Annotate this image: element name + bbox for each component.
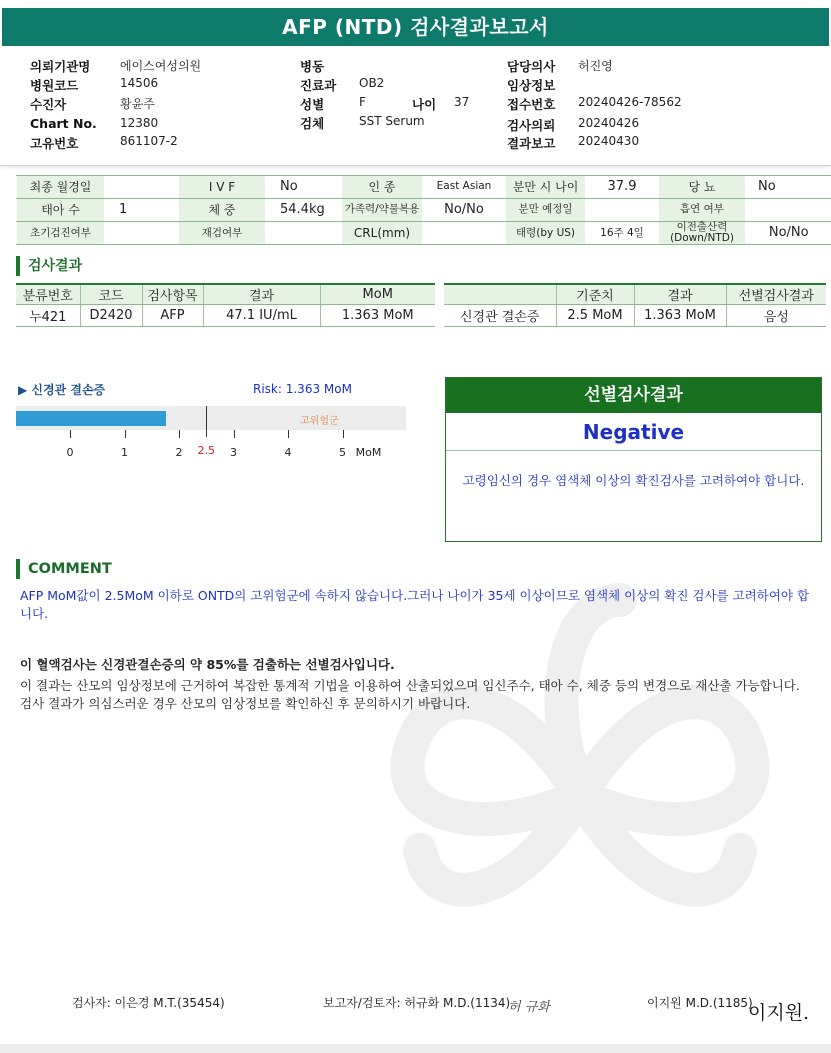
cell-screen-result: 음성: [726, 305, 826, 327]
weight-label: 체 중: [179, 199, 266, 222]
delivery-age-value: 37.9: [586, 176, 659, 199]
request-date-value: 20240426: [578, 116, 640, 130]
maternal-info-table: [16, 175, 831, 245]
unique-id-value: 861107-2: [120, 134, 178, 148]
crl-label: CRL(mm): [342, 222, 423, 245]
header-screen-result: 선별검사결과: [726, 284, 826, 305]
header-result: 결과: [203, 284, 320, 305]
header-test-item: 검사항목: [142, 284, 203, 305]
gauge-tick-label: 0: [66, 446, 74, 459]
report-date-label: 결과보고: [507, 136, 556, 151]
dept-label: 진료과: [300, 78, 337, 93]
patient-value: 황윤주: [120, 97, 155, 111]
results-section-title: 검사결과: [16, 256, 82, 276]
cell-screen-value: 1.363 MoM: [634, 305, 726, 327]
ward-label: 병동: [300, 59, 325, 74]
fetus-count-label: 태아 수: [17, 199, 105, 222]
age-value: 37: [454, 95, 470, 109]
doctor-label: 담당의사: [507, 59, 556, 74]
gauge-tick: [234, 430, 235, 438]
due-date-label: 분만 예정일: [506, 199, 586, 222]
hospital-label: 의뢰기관명: [30, 59, 91, 74]
hospital-code-label: 병원코드: [30, 78, 79, 93]
unique-id-label: 고유번호: [30, 136, 79, 151]
risk-bar-fill: [16, 411, 166, 426]
header-reference: 기준치: [556, 284, 634, 305]
director: 이지원 M.D.(1185): [647, 996, 753, 1010]
comment-text: AFP MoM값이 2.5MoM 이하로 ONTD의 고위험군에 속하지 않습니다.그러나 나이가 35세 이상이므로 염색체 이상의 확진 검사를 고려하여야 합니다.: [20, 588, 810, 621]
specimen-label: 검체: [300, 116, 325, 131]
cell-mom: 1.363 MoM: [320, 305, 435, 327]
gauge-title: ▶ 신경관 결손증: [18, 383, 106, 397]
request-date-label: 검사의뢰: [507, 118, 556, 133]
risk-value: Risk: 1.363 MoM: [253, 382, 352, 396]
cell-category-no: 누421: [16, 305, 80, 327]
screening-result-box: [445, 377, 822, 542]
screening-result-title: 선별검사결과: [446, 378, 821, 413]
race-label: 인 종: [342, 176, 423, 199]
gauge-tick: [288, 430, 289, 438]
first-exam-label: 초기검진여부: [17, 222, 105, 245]
sex-value: F: [359, 95, 366, 109]
gestational-age-label: 태령(by US): [506, 222, 586, 245]
diabetes-label: 당 뇨: [659, 176, 746, 199]
gauge-tick: [125, 430, 126, 438]
clover-watermark: [340, 560, 820, 1030]
cell-code: D2420: [80, 305, 142, 327]
gauge-tick-label: 3: [230, 446, 237, 459]
smoking-value: [746, 199, 831, 222]
doctor-value: 허진영: [578, 59, 613, 73]
race-value: East Asian: [423, 176, 506, 199]
lmp-value: [105, 176, 179, 199]
delivery-age-label: 분만 시 나이: [506, 176, 586, 199]
hospital-code-value: 14506: [120, 76, 159, 90]
reporter: 보고자/검토자: 허규화 M.D.(1134): [323, 996, 511, 1010]
chart-no-label: Chart No.: [30, 116, 97, 131]
header-disorder: [444, 284, 556, 305]
cutoff-line: [206, 406, 207, 437]
notice-heading: 이 혈액검사는 신경관결손증의 약 85%를 검출하는 선별검사입니다.: [20, 657, 395, 672]
reporter-signature: 허 규화: [508, 1000, 550, 1015]
receipt-no-label: 접수번호: [507, 97, 556, 112]
gauge-unit-label: MoM: [355, 446, 382, 459]
sex-label: 성별: [300, 97, 325, 112]
cell-result: 47.1 IU/mL: [203, 305, 320, 327]
diabetes-value: No: [746, 176, 831, 199]
retest-value: [266, 222, 342, 245]
gauge-tick: [179, 430, 180, 438]
patient-label: 수진자: [30, 97, 67, 112]
fetus-count-value: 1: [105, 199, 179, 222]
dept-value: OB2: [359, 76, 385, 90]
family-history-value: No/No: [423, 199, 506, 222]
receipt-no-value: 20240426-78562: [578, 95, 682, 109]
gauge-tick: [70, 430, 71, 438]
crl-value: [423, 222, 506, 245]
ivf-value: No: [266, 176, 342, 199]
retest-label: 재검여부: [179, 222, 266, 245]
gestational-age-value: 16주 4일: [586, 222, 659, 245]
notice-text: 이 결과는 산모의 임상정보에 근거하여 복잡한 통계적 기법을 이용하여 산출되었으며 임신주수, 태아 수, 체중 등의 변경으로 재산출 가능합니다. 검사 결과가 의심스러운 경우 산모의 임상정보를 확인하신 후 문의하시기 바랍니다.: [20, 678, 800, 711]
specimen-value: SST Serum: [359, 114, 425, 128]
high-risk-label: 고위험군: [300, 416, 339, 427]
ivf-label: I V F: [179, 176, 266, 199]
header-screen-value: 결과: [634, 284, 726, 305]
report-date-value: 20240430: [578, 134, 640, 148]
prev-birth-label: 이전출산력 (Down/NTD): [659, 222, 746, 245]
patient-info: [0, 54, 831, 166]
screening-criteria-table: [444, 283, 826, 327]
page-bottom-bar: [0, 1044, 831, 1053]
cell-disorder: 신경관 결손증: [444, 305, 556, 327]
cell-reference: 2.5 MoM: [556, 305, 634, 327]
gauge-tick-label: 4: [284, 446, 292, 459]
screening-note: 고령임신의 경우 염색체 이상의 확진검사를 고려하여야 합니다.: [462, 473, 805, 488]
screening-divider: [446, 450, 821, 451]
header-category-no: 분류번호: [16, 284, 80, 305]
lmp-label: 최종 월경일: [17, 176, 105, 199]
first-exam-value: [105, 222, 179, 245]
header-mom: MoM: [320, 284, 435, 305]
gauge-tick: [343, 430, 344, 438]
weight-value: 54.4kg: [266, 199, 342, 222]
gauge-tick-label: 2: [175, 446, 183, 459]
comment-title: COMMENT: [16, 559, 112, 579]
due-date-value: [586, 199, 659, 222]
screening-result-value: Negative: [582, 420, 685, 444]
smoking-label: 흡연 여부: [659, 199, 746, 222]
director-signature: 이지원.: [748, 1002, 810, 1024]
gauge-tick-label: 5: [339, 446, 346, 459]
cutoff-tick-label: 2.5: [197, 444, 215, 457]
header-code: 코드: [80, 284, 142, 305]
chart-no-value: 12380: [120, 116, 159, 130]
clinical-info-label: 임상정보: [507, 78, 556, 93]
age-label: 나이: [412, 97, 437, 112]
gauge-tick-label: 1: [121, 446, 128, 459]
hospital-value: 에이스여성의원: [120, 59, 202, 73]
results-table: [16, 283, 435, 327]
family-history-label: 가족력/약물복용: [342, 199, 423, 222]
tester: 검사자: 이은경 M.T.(35454): [72, 996, 225, 1010]
cell-test-item: AFP: [142, 305, 203, 327]
prev-birth-value: No/No: [746, 222, 831, 245]
report-title: AFP (NTD) 검사결과보고서: [2, 8, 829, 46]
